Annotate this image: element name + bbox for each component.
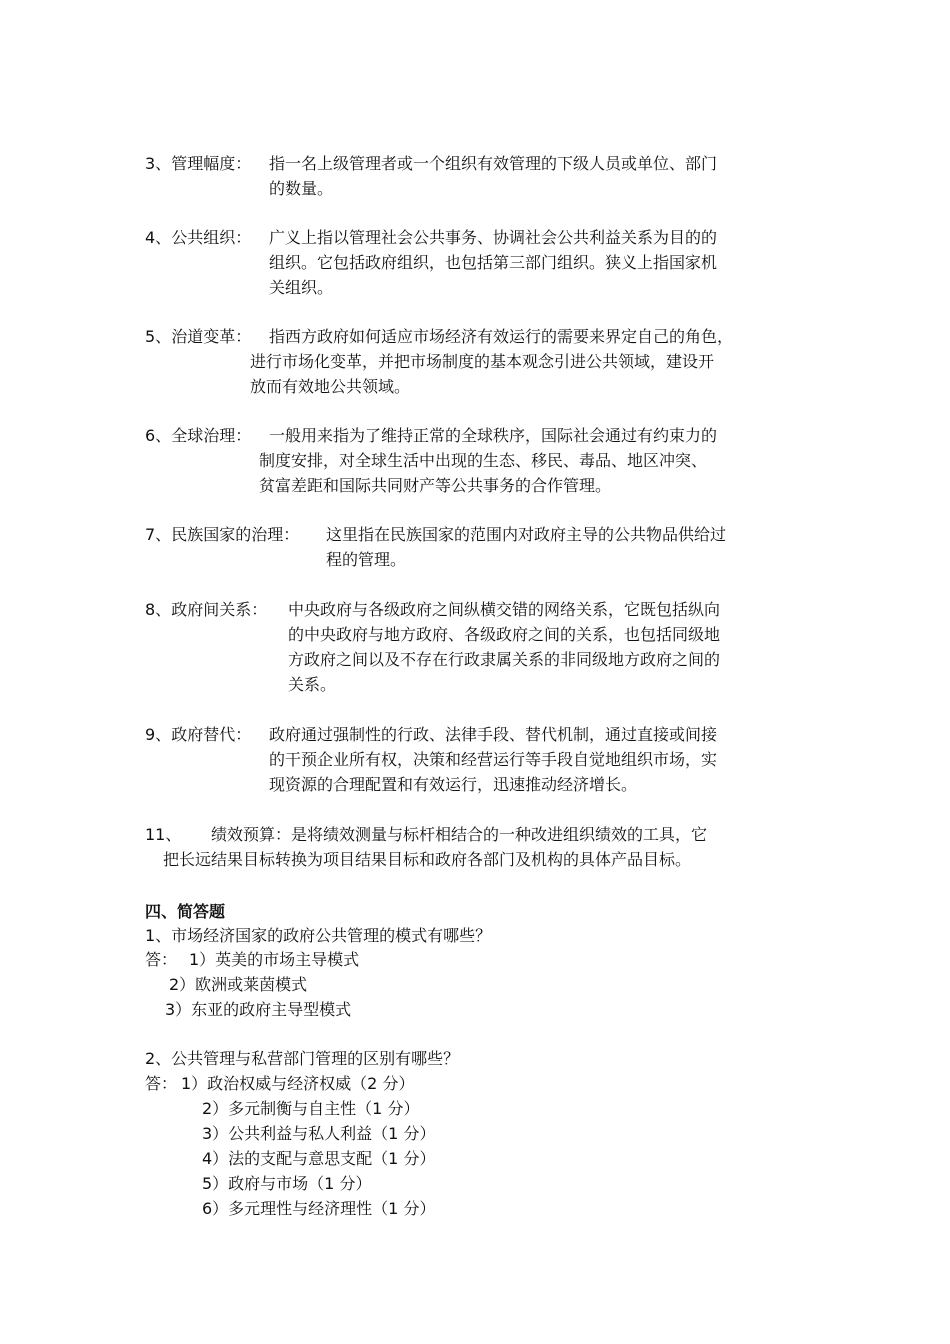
- definition-line: 政府通过强制性的行政、法律手段、替代机制，通过直接或间接: [269, 725, 718, 744]
- question-text: 2、公共管理与私营部门管理的区别有哪些？: [145, 1049, 460, 1068]
- term-number: 5、: [145, 327, 172, 346]
- definition-line: 放而有效地公共领域。: [250, 377, 411, 396]
- term-heading: [145, 151, 251, 176]
- term-definition-continued: [259, 448, 707, 498]
- answer-item: 3）公共利益与私人利益（1 分）: [202, 1124, 436, 1143]
- answer-lead: 答：: [145, 950, 178, 969]
- term-definition: [269, 722, 717, 797]
- term-heading: [145, 597, 267, 622]
- term-number: 7、: [145, 525, 172, 544]
- term-item: [145, 822, 825, 872]
- term-number: 9、: [145, 725, 172, 744]
- term-definition: [269, 151, 717, 201]
- term-name: 政府替代：: [171, 725, 252, 744]
- definition-line: 关系。: [288, 675, 337, 694]
- term-name: 政府间关系：: [171, 600, 268, 619]
- term-item: [145, 225, 825, 300]
- term-definition-continued: [250, 349, 714, 399]
- answer-lead: 答：: [145, 1074, 178, 1093]
- term-definition: [269, 225, 717, 300]
- section-title: 四、简答题: [145, 902, 226, 921]
- term-name: 民族国家的治理：: [171, 525, 300, 544]
- term-heading: [145, 522, 299, 547]
- term-number: 6、: [145, 426, 172, 445]
- term-definition: [269, 324, 733, 349]
- definition-line: 指一名上级管理者或一个组织有效管理的下级人员或单位、部门: [269, 154, 718, 173]
- term-definition: [288, 597, 720, 697]
- term-item: [145, 522, 825, 572]
- definition-line: 制度安排，对全球生活中出现的生态、移民、毒品、地区冲突、: [259, 451, 708, 470]
- answer-item: 1）英美的市场主导模式: [189, 950, 360, 969]
- definition-line: 一般用来指为了维持正常的全球秩序，国际社会通过有约束力的: [269, 426, 718, 445]
- definition-line: 的数量。: [269, 179, 334, 198]
- term-definition: [326, 522, 726, 572]
- term-name: 公共组织：: [171, 228, 252, 247]
- term-item: [145, 423, 825, 498]
- definition-line: 把长远结果目标转换为项目结果目标和政府各部门及机构的具体产品目标。: [163, 850, 692, 869]
- definition-line: 绩效预算：是将绩效测量与标杆相结合的一种改进组织绩效的工具，它: [211, 825, 708, 844]
- definition-line: 的中央政府与地方政府、各级政府之间的关系，也包括同级地: [288, 625, 721, 644]
- definition-line: 进行市场化变革，并把市场制度的基本观念引进公共领域，建设开: [250, 352, 715, 371]
- answer-item: 3）东亚的政府主导型模式: [165, 1000, 352, 1019]
- term-heading: [145, 722, 251, 747]
- answer-item: 6）多元理性与经济理性（1 分）: [202, 1199, 436, 1218]
- definition-line: 指西方政府如何适应市场经济有效运行的需要来界定自己的角色，: [269, 327, 734, 346]
- term-name: 全球治理：: [171, 426, 252, 445]
- term-heading: [145, 225, 251, 250]
- term-item: [145, 324, 835, 399]
- answer-item: 2）欧洲或莱茵模式: [169, 975, 308, 994]
- term-definition: [269, 423, 717, 448]
- definition-line: 这里指在民族国家的范围内对政府主导的公共物品供给过: [326, 525, 727, 544]
- answer-item: 4）法的支配与意思支配（1 分）: [202, 1149, 436, 1168]
- definition-line: 广义上指以管理社会公共事务、协调社会公共利益关系为目的的: [269, 228, 718, 247]
- answer-item: 1）政治权威与经济权威（2 分）: [181, 1074, 415, 1093]
- definition-line: 方政府之间以及不存在行政隶属关系的非同级地方政府之间的: [288, 650, 721, 669]
- term-number: 4、: [145, 228, 172, 247]
- question-text: 1、市场经济国家的政府公共管理的模式有哪些？: [145, 926, 492, 945]
- definition-line: 现资源的合理配置和有效运行，迅速推动经济增长。: [269, 775, 638, 794]
- definition-line: 关组织。: [269, 278, 334, 297]
- answer-item: 5）政府与市场（1 分）: [202, 1174, 372, 1193]
- term-name: 治道变革：: [171, 327, 252, 346]
- term-item: [145, 597, 825, 697]
- term-heading: [145, 324, 251, 349]
- term-name: 管理幅度：: [171, 154, 252, 173]
- definition-line: 组织。它包括政府组织，也包括第三部门组织。狭义上指国家机: [269, 253, 718, 272]
- term-number: 3、: [145, 154, 172, 173]
- term-number: 8、: [145, 600, 172, 619]
- term-item: [145, 722, 825, 797]
- definition-line: 的干预企业所有权，决策和经营运行等手段自觉地组织市场，实: [269, 750, 718, 769]
- term-item: [145, 151, 825, 201]
- definition-line: 贫富差距和国际共同财产等公共事务的合作管理。: [259, 476, 612, 495]
- term-heading: [145, 423, 251, 448]
- answer-item: 2）多元制衡与自主性（1 分）: [202, 1099, 420, 1118]
- term-number: 11、: [145, 825, 182, 844]
- definition-line: 程的管理。: [326, 550, 407, 569]
- definition-line: 中央政府与各级政府之间纵横交错的网络关系，它既包括纵向: [288, 600, 721, 619]
